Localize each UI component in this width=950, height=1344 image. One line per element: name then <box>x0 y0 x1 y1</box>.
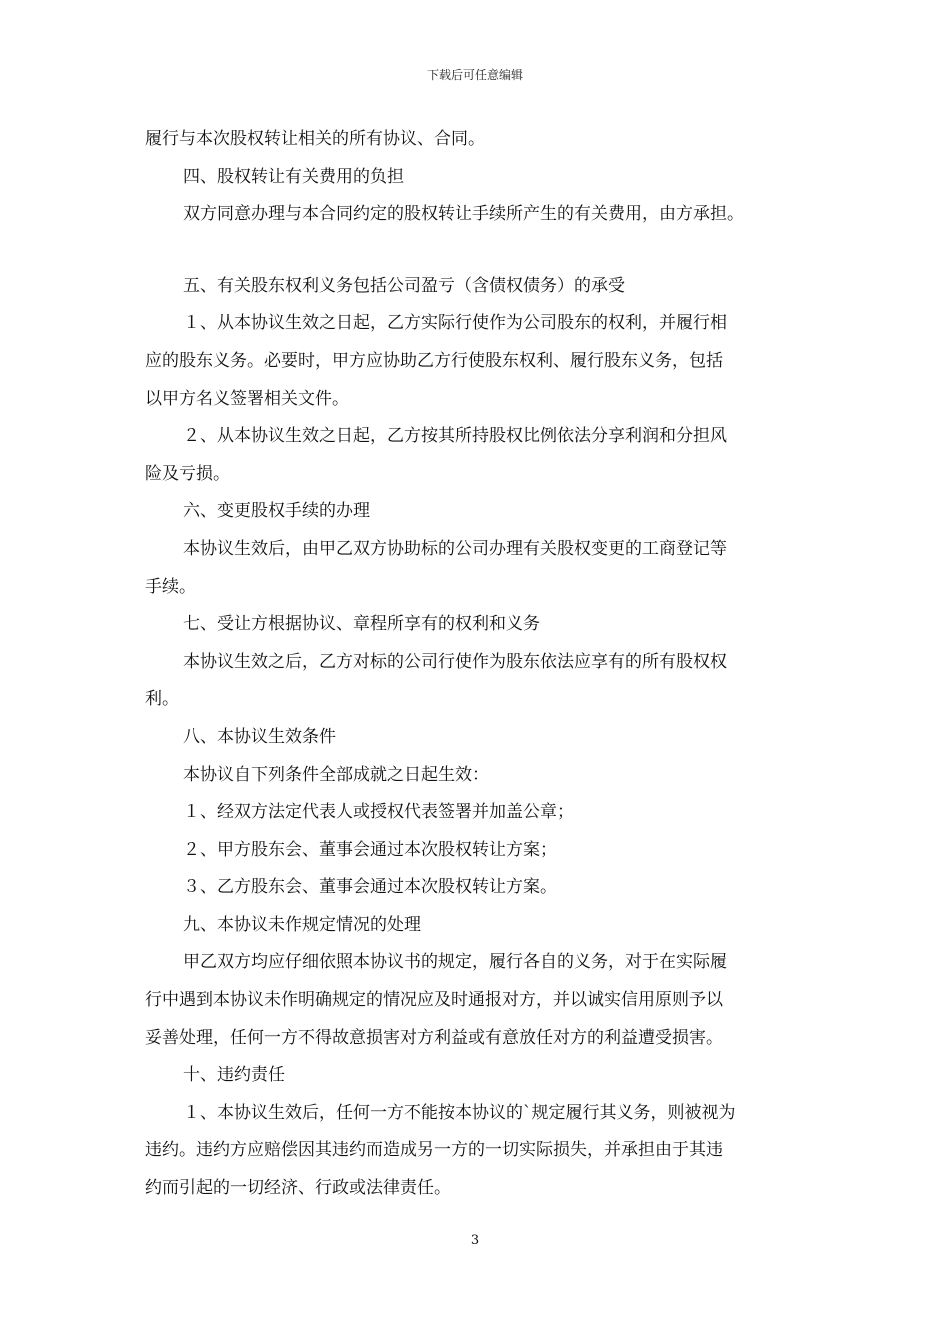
text-line: 本协议生效之后，乙方对标的公司行使作为股东依法应享有的所有股权权 <box>183 651 727 672</box>
text-line: 履行与本次股权转让相关的所有协议、合同。 <box>145 129 485 149</box>
text-line: 险及亏损。 <box>145 463 230 484</box>
page-header: 下载后可任意编辑 <box>426 68 523 82</box>
text-line: 应的股东义务。必要时，甲方应协助乙方行使股东权利、履行股东义务，包括 <box>145 350 723 371</box>
document-body <box>145 121 825 1208</box>
text-line: ２、从本协议生效之日起，乙方按其所持股权比例依法分享利润和分担风 <box>183 426 727 447</box>
section-heading: 八、本协议生效条件 <box>183 726 336 747</box>
list-item: １、经双方法定代表人或授权代表签署并加盖公章； <box>183 802 574 823</box>
page-number: 3 <box>470 1233 480 1248</box>
section-heading: 四、股权转让有关费用的负担 <box>183 166 404 187</box>
section-heading: 六、变更股权手续的办理 <box>183 501 370 522</box>
list-item: ３、乙方股东会、董事会通过本次股权转让方案。 <box>183 877 557 898</box>
text-line: 违约。违约方应赔偿因其违约而造成另一方的一切实际损失，并承担由于其违 <box>145 1140 723 1161</box>
text-line: 本协议自下列条件全部成就之日起生效： <box>183 764 489 785</box>
text-line: 利。 <box>145 689 179 710</box>
text-line: １、从本协议生效之日起，乙方实际行使作为公司股东的权利，并履行相 <box>183 313 727 334</box>
text-line: 行中遇到本协议未作明确规定的情况应及时通报对方，并以诚实信用原则予以 <box>145 990 723 1011</box>
section-heading: 五、有关股东权利义务包括公司盈亏（含债权债务）的承受 <box>183 275 625 296</box>
text-line: 妥善处理，任何一方不得故意损害对方利益或有意放任对方的利益遭受损害。 <box>145 1027 723 1048</box>
list-item: ２、甲方股东会、董事会通过本次股权转让方案； <box>183 839 557 860</box>
text-line: 以甲方名义签署相关文件。 <box>145 388 349 409</box>
section-heading: 十、违约责任 <box>183 1065 285 1086</box>
text-line: １、本协议生效后，任何一方不能按本协议的`规定履行其义务，则被视为 <box>183 1102 736 1123</box>
text-line: 约而引起的一切经济、行政或法律责任。 <box>145 1178 451 1199</box>
paragraph-gap <box>145 234 825 268</box>
text-line: 甲乙双方均应仔细依照本协议书的规定，履行各自的义务，对于在实际履 <box>183 952 727 973</box>
section-heading: 七、受让方根据协议、章程所享有的权利和义务 <box>183 614 540 635</box>
text-line: 双方同意办理与本合同约定的股权转让手续所产生的有关费用，由方承担。 <box>183 204 744 225</box>
text-line: 手续。 <box>145 576 196 597</box>
section-heading: 九、本协议未作规定情况的处理 <box>183 914 421 935</box>
text-line: 本协议生效后，由甲乙双方协助标的公司办理有关股权变更的工商登记等 <box>183 538 727 559</box>
